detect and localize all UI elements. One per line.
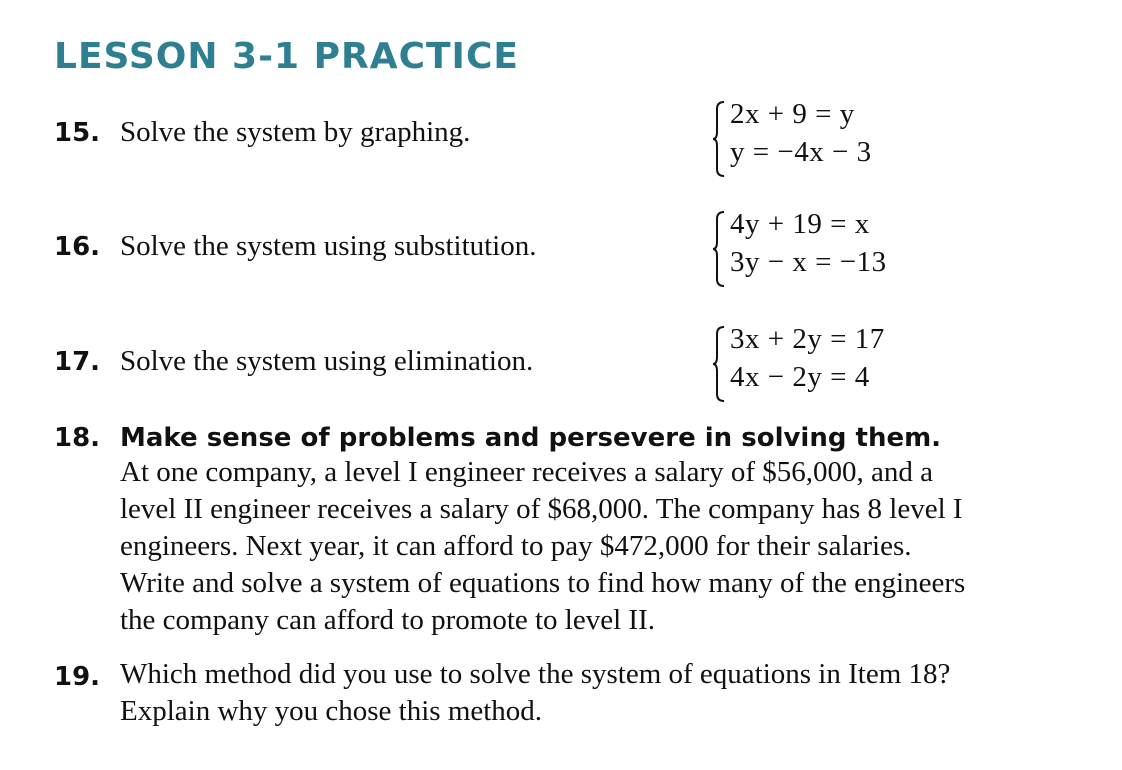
item-15-equation-2: y = −4x − 3 — [730, 136, 872, 168]
item-19-paragraph — [120, 656, 1110, 730]
item-16-system — [712, 208, 972, 288]
item-17-equation-2: 4x − 2y = 4 — [730, 361, 870, 393]
item-18-paragraph — [120, 454, 1110, 639]
item-17-number: 17. — [54, 347, 101, 377]
item-17-question: Solve the system using elimination. — [120, 345, 534, 377]
item-19-number: 19. — [54, 662, 101, 692]
brace-icon — [712, 325, 726, 403]
item-15-question: Solve the system by graphing. — [120, 116, 471, 148]
item-18-line: level II engineer receives a salary of $68,000. The company has 8 level I — [120, 493, 963, 525]
item-19-line: Which method did you use to solve the system of equations in Item 18? — [120, 658, 951, 690]
item-18-line: At one company, a level I engineer receives a salary of $56,000, and a — [120, 456, 934, 488]
page-title: LESSON 3-1 PRACTICE — [54, 36, 519, 77]
item-18-line: Write and solve a system of equations to find how many of the engineers — [120, 567, 966, 599]
item-15-equation-1: 2x + 9 = y — [730, 98, 855, 130]
item-18-heading: Make sense of problems and persevere in solving them. — [120, 423, 942, 453]
item-16-equation-1: 4y + 19 = x — [730, 208, 870, 240]
brace-icon — [712, 100, 726, 178]
item-18-line: engineers. Next year, it can afford to pay $472,000 for their salaries. — [120, 530, 912, 562]
item-17-equation-1: 3x + 2y = 17 — [730, 323, 885, 355]
item-19-line: Explain why you chose this method. — [120, 695, 543, 727]
brace-icon — [712, 210, 726, 288]
item-16-number: 16. — [54, 232, 101, 262]
item-17-system — [712, 323, 972, 403]
item-16-equation-2: 3y − x = −13 — [730, 246, 887, 278]
item-15-system — [712, 98, 972, 178]
item-18-line: the company can afford to promote to level II. — [120, 604, 655, 636]
item-15-number: 15. — [54, 118, 101, 148]
item-18-number: 18. — [54, 423, 101, 453]
item-16-question: Solve the system using substitution. — [120, 230, 537, 262]
